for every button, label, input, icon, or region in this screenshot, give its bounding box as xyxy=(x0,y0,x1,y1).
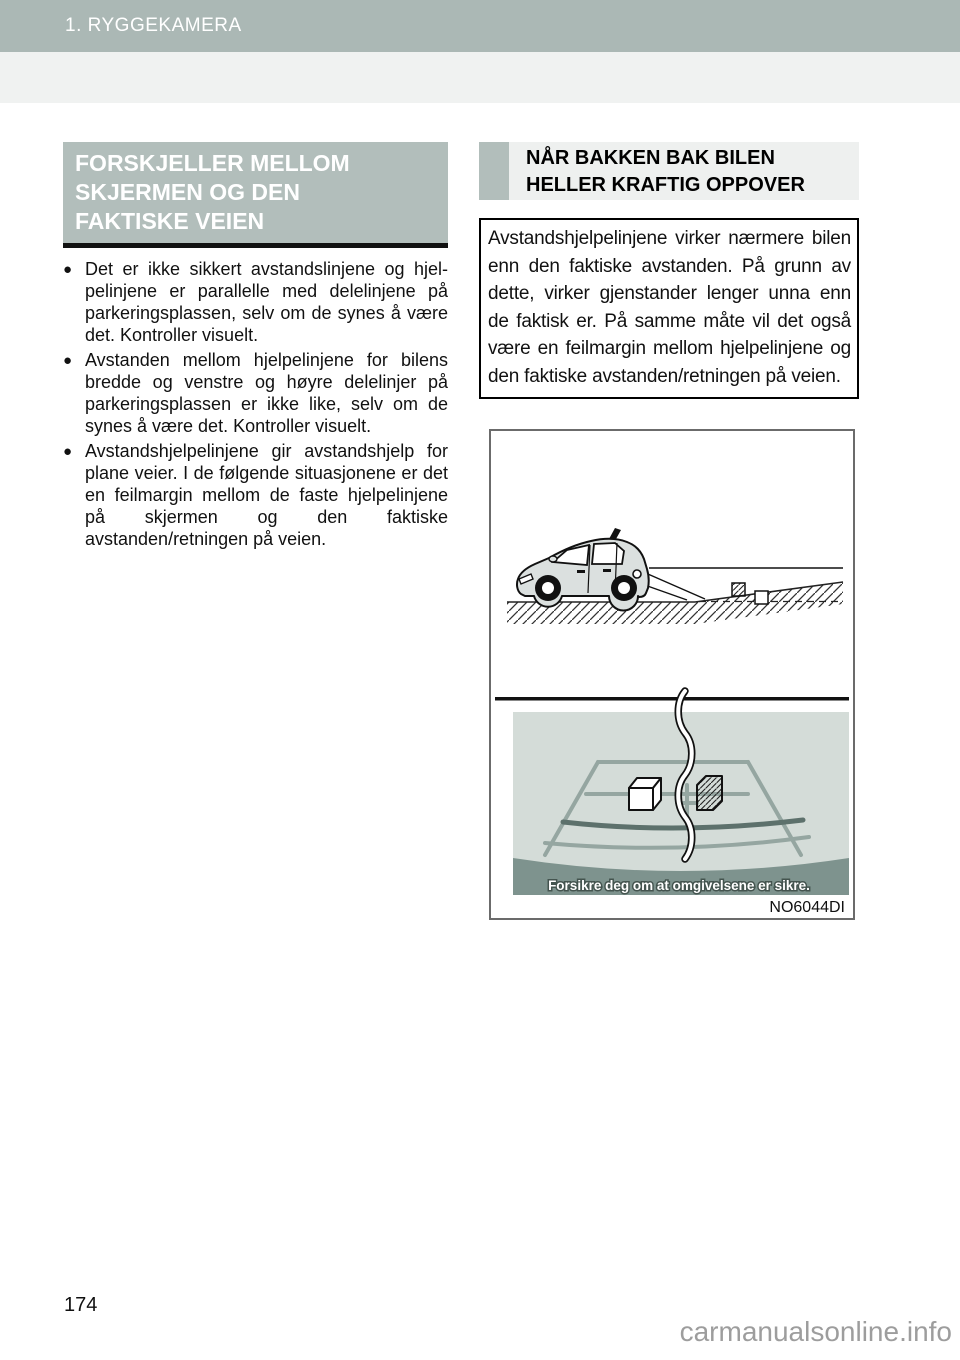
bullet-icon: ● xyxy=(63,261,73,278)
figure-illustration xyxy=(491,431,853,918)
hatched-box-object xyxy=(697,776,722,810)
section-heading-right-line1: NÅR BAKKEN BAK BILEN xyxy=(526,147,775,169)
camera-caption: Forsikre deg om at omgivelsene er sikre. xyxy=(548,878,810,893)
section-heading-left-line3: FAKTISKE VEIEN xyxy=(75,208,265,234)
section-heading-left xyxy=(63,142,448,248)
hatched-box-on-slope xyxy=(732,583,745,596)
note-box xyxy=(479,218,859,399)
list-item xyxy=(63,258,448,346)
list-item xyxy=(63,440,448,550)
bullet-icon: ● xyxy=(63,352,73,369)
figure-divider xyxy=(495,697,849,701)
page-number: 174 xyxy=(64,1294,98,1316)
section-heading-right-line2: HELLER KRAFTIG OPPOVER xyxy=(526,174,805,196)
figure-id: NO6044DI xyxy=(769,899,845,916)
note-text: Avstandshjelpelinjene virker nærmere bilen enn den faktiske avstanden. På grunn av dette, virker gjenstander lenger unna enn de faktisk er. På samme måte vil det også være en feilmargin mellom hjelpelinjene og den faktiske avstanden/retningen på veien. xyxy=(488,228,851,387)
section-heading-left-line2: SKJERMEN OG DEN xyxy=(75,179,300,205)
watermark: carmanualsonline.info xyxy=(679,1316,952,1347)
section-heading-left-line1: FORSKJELLER MELLOM xyxy=(75,150,350,176)
heading-accent-bar xyxy=(479,142,509,200)
bullet-text: Avstanden mellom hjelpelinjene for bilens bredde og venstre og høyre delelinjer på parkeringsplassen er ikke like, selv om de synes å være det. Kontroller visuelt. xyxy=(85,350,448,436)
white-box-on-slope xyxy=(755,591,768,604)
car-illustration xyxy=(517,528,649,611)
header-substrip xyxy=(0,52,960,103)
bullet-text: Avstandshjelpelinjene gir avstandshjelp for plane veier. I de følgende situasjonene er det en feilmargin mellom de faste hjelpelinjene på skjermen og den faktiske avstanden/retningen på veien. xyxy=(85,441,448,549)
white-box-object xyxy=(629,778,661,810)
chapter-header-bar xyxy=(0,0,960,52)
chapter-title: 1. RYGGEKAMERA xyxy=(65,15,242,36)
list-item xyxy=(63,349,448,437)
section-heading-right xyxy=(479,142,859,200)
bullet-icon: ● xyxy=(63,443,73,460)
bullet-list xyxy=(63,258,448,553)
figure-box xyxy=(489,429,855,920)
bullet-text: Det er ikke sikkert avstandslinjene og hjelpelinjene er parallelle med delelinjene på parkeringsplassen, selv om de synes å være det. Kontroller visuelt. xyxy=(85,259,448,345)
